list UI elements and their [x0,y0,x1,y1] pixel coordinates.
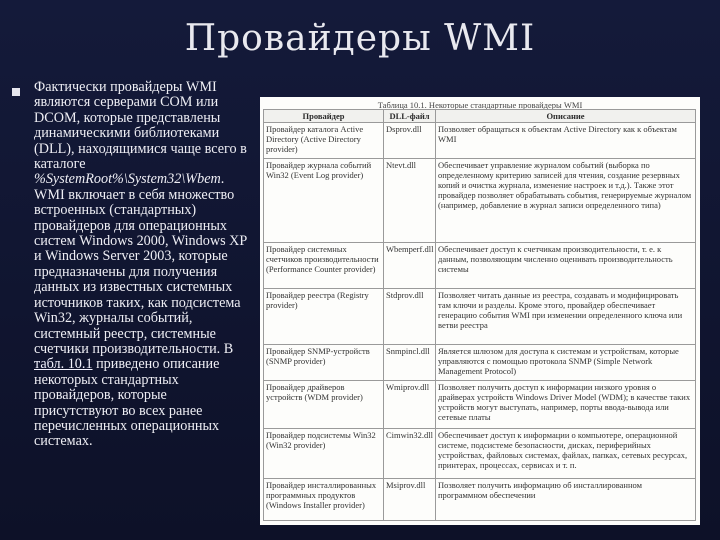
table-row [264,429,696,479]
cell-provider: Провайдер системных счетчиков производительности (Performance Counter provider) [264,243,384,289]
providers-table [263,109,696,521]
cell-provider: Провайдер реестра (Registry provider) [264,289,384,345]
cell-description: Позволяет получить доступ к информации низкого уровня о драйверах устройств Windows Driver Model (WDM); в качестве таких устройств могут выступать, например, порты ввода-вывода или сетевые платы [436,381,696,429]
cell-description: Позволяет обращаться к объектам Active Directory как к объектам WMI [436,123,696,159]
table-row [264,479,696,521]
bullet-text-part-1: Фактически провайдеры WMI являются серверами COM или DCOM, которые представлены динамическими библиотеками (DLL), находящимися чаще всего в каталоге [34,79,247,173]
header-description: Описание [436,110,696,123]
cell-dll: Stdprov.dll [384,289,436,345]
cell-provider: Провайдер драйверов устройств (WDM provider) [264,381,384,429]
header-provider: Провайдер [264,110,384,123]
table-row [264,159,696,243]
cell-dll: Cimwin32.dll [384,429,436,479]
table-caption: Таблица 10.1. Некоторые стандартные провайдеры WMI [377,100,583,110]
cell-provider: Провайдер журнала событий Win32 (Event Log provider) [264,159,384,243]
cell-description: Позволяет читать данные из реестра, создавать и модифицировать там ключи и разделы. Кроме этого, провайдер обеспечивает генерацию события WMI при изменении определенного ключа или ветви реестра [436,289,696,345]
bullet-text-part-3: приведено описание некоторых стандартных провайдеров, которые присутствуют во всех ранее перечисленных операционных системах. [34,356,220,450]
wbem-path: %SystemRoot%\System32\Wbem [34,171,221,188]
table-image [260,97,700,525]
table-link[interactable]: табл. 10.1 [34,356,93,373]
cell-dll: Dsprov.dll [384,123,436,159]
cell-description: Обеспечивает доступ к счетчикам производительности, т. е. к данным, позволяющим численно оценивать производительность системы [436,243,696,289]
cell-provider: Провайдер SNMP-устройств (SNMP provider) [264,345,384,381]
cell-description: Обеспечивает доступ к информации о компьютере, операционной системе, подсистеме безопасности, дисках, периферийных устройствах, файловых системах, файлах, папках, сетевых ресурсах, принтерах, процессах, сервисах и т. п. [436,429,696,479]
table-row [264,381,696,429]
cell-description: Позволяет получить информацию об инсталлированном программном обеспечении [436,479,696,521]
header-dll: DLL-файл [384,110,436,123]
cell-description: Обеспечивает управление журналом событий (выборка по определенному критерию записей для чтения, создание резервных копий и очистка журнала, изменение настроек и т.д.). Также этот провайдер позволяет обрабатывать события, генерируемые журналом (например, добавление в журнал записи определенного типа) [436,159,696,243]
table-row [264,345,696,381]
table-row [264,289,696,345]
bullet-text [34,80,250,450]
cell-provider: Провайдер каталога Active Directory (Active Directory provider) [264,123,384,159]
cell-dll: Wmiprov.dll [384,381,436,429]
cell-provider: Провайдер инсталлированных программных продуктов (Windows Installer provider) [264,479,384,521]
cell-dll: Snmpincl.dll [384,345,436,381]
cell-dll: Wbemperf.dll [384,243,436,289]
table-row [264,123,696,159]
table-row [264,243,696,289]
bullet-text-part-2: . WMI включает в себя множество встроенных (стандартных) провайдеров для операционных систем Windows 2000, Windows XP и Windows Server 2003, которые предназначены для получения данных из известных системных источников таких, как подсистема Win32, журналы событий, системный реестр, системные счетчики производительности. В [34,171,247,357]
cell-dll: Ntevt.dll [384,159,436,243]
bullet-marker [12,88,20,96]
cell-description: Является шлюзом для доступа к системам и устройствам, которые управляются с помощью протокола SNMP (Simple Network Management Protocol) [436,345,696,381]
slide-title: Провайдеры WMI [184,18,536,59]
cell-dll: Msiprov.dll [384,479,436,521]
table-header-row [264,110,696,123]
cell-provider: Провайдер подсистемы Win32 (Win32 provider) [264,429,384,479]
